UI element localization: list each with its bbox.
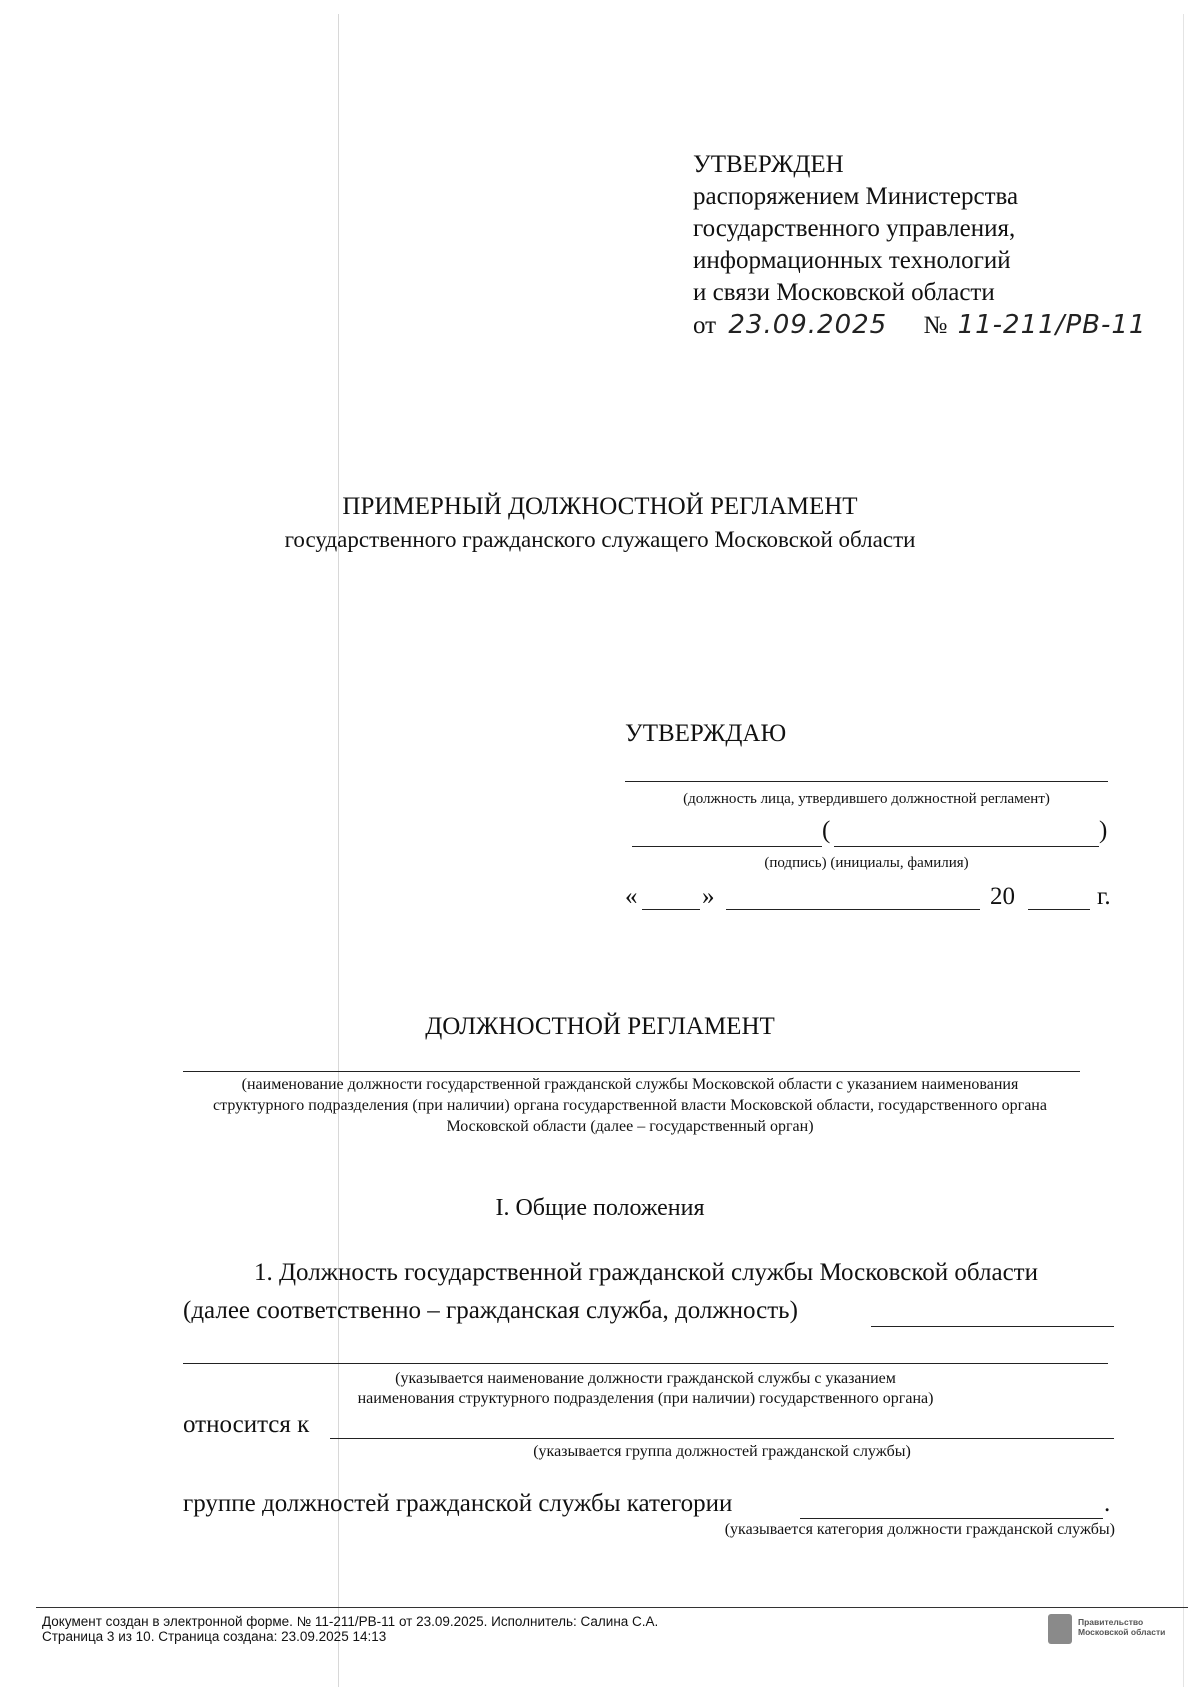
signature-line [632,846,822,847]
position-name-line2 [183,1363,1108,1364]
quote-open: « [625,883,638,910]
para1-line2: (далее соответственно – гражданская служба, должность) [183,1297,798,1324]
approve-heading: УТВЕРЖДАЮ [625,720,787,747]
approval-line: информационных технологий [693,247,1011,274]
year-suffix: г. [1097,883,1111,910]
day-line [642,909,700,910]
category-label: группе должностей гражданской службы категории [183,1490,733,1517]
section-title: I. Общие положения [495,1195,705,1221]
page-title: ПРИМЕРНЫЙ ДОЛЖНОСТНОЙ РЕГЛАМЕНТ [342,493,858,520]
footer-divider [36,1607,1188,1608]
regulation-caption-line3: Московской области (далее – государственный орган) [446,1118,814,1135]
footer-line2: Страница 3 из 10. Страница создана: 23.09.2025 14:13 [42,1629,387,1644]
quote-close: » [702,883,715,910]
approval-line: государственного управления, [693,215,1016,242]
handwritten-number: 11-211/РВ-11 [957,310,1147,340]
handwritten-date: 23.09.2025 [728,310,888,340]
month-line [726,909,980,910]
government-logo-text [1078,1617,1165,1637]
caption-position-line1: (указывается наименование должности гражданской службы с указанием [395,1370,896,1387]
position-caption: (должность лица, утвердившего должностной регламент) [683,791,1050,807]
approval-date-row [693,309,1146,342]
category-line [800,1518,1103,1519]
signature-caption: (подпись) (инициалы, фамилия) [764,855,969,871]
regulation-title: ДОЛЖНОСТНОЙ РЕГЛАМЕНТ [425,1013,775,1040]
regulation-caption-line2: структурного подразделения (при наличии) органа государственной власти Московской области, государственного органа [213,1097,1047,1114]
scan-line [338,14,339,1687]
caption-category: (указывается категория должности гражданской службы) [724,1521,1115,1538]
position-name-line [871,1326,1114,1327]
logo-line2: Московской области [1078,1627,1166,1637]
year-line [1028,909,1090,910]
approval-line: распоряжением Министерства [693,183,1019,210]
page-subtitle: государственного гражданского служащего Московской области [284,527,916,552]
footer [42,1614,658,1644]
relates-to-label: относится к [183,1411,310,1438]
close-paren: ) [1099,817,1108,844]
name-line [834,846,1099,847]
scan-line [1183,14,1184,1687]
position-line [625,781,1108,782]
regulation-caption-line1: (наименование должности государственной гражданской службы Московской области с указанием наименования [241,1076,1019,1093]
para1-line1: 1. Должность государственной гражданской службы Московской области [254,1259,1038,1286]
number-prefix: № [923,312,948,339]
approval-heading: УТВЕРЖДЕН [693,151,844,178]
group-line [330,1438,1114,1439]
category-period: . [1104,1490,1111,1517]
open-paren: ( [822,817,831,844]
caption-position-line2: наименования структурного подразделения (при наличии) государственного органа) [357,1390,934,1407]
approval-line: и связи Московской области [693,279,995,306]
date-prefix: от [693,312,717,339]
regulation-line [183,1071,1080,1072]
approval-block [693,149,1146,342]
year-prefix: 20 [990,883,1015,910]
logo-line1: Правительство [1078,1617,1144,1627]
government-logo-icon [1048,1614,1072,1644]
caption-group: (указывается группа должностей гражданской службы) [533,1443,911,1460]
footer-line1: Документ создан в электронной форме. № 11-211/РВ-11 от 23.09.2025. Исполнитель: Салина С.А. [42,1614,659,1629]
